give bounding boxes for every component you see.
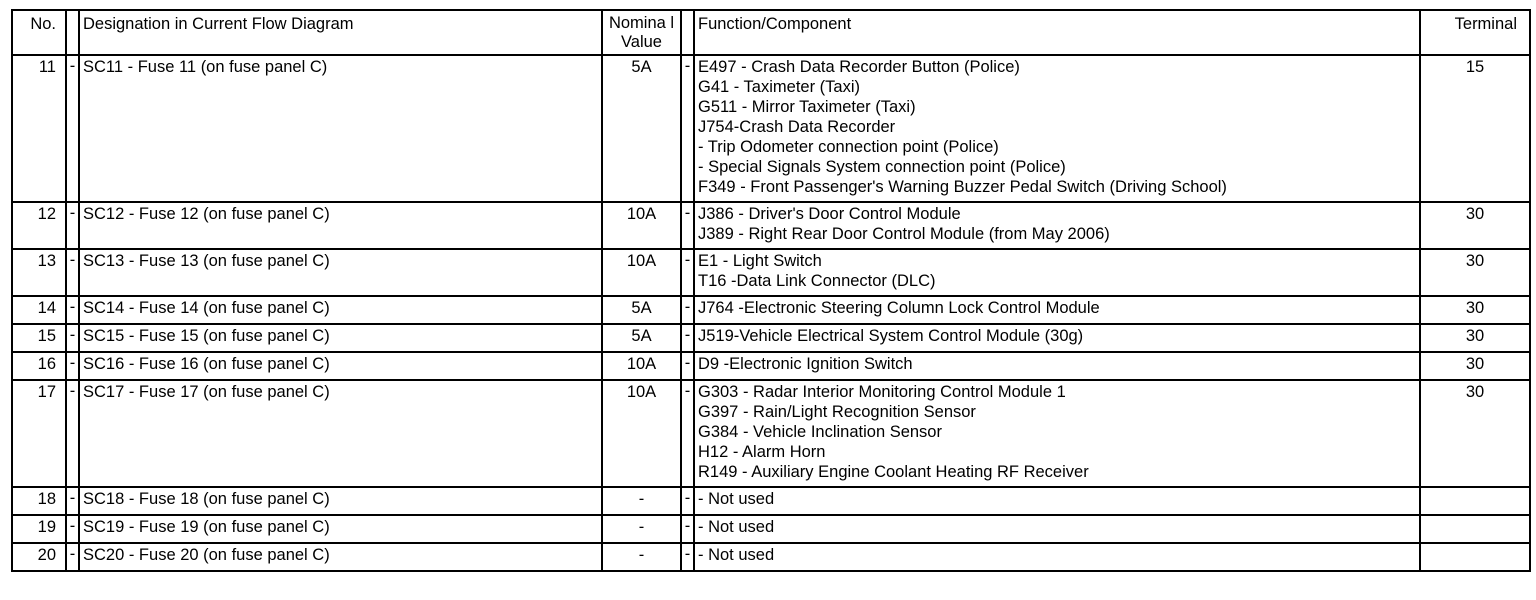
terminal: 30 (1420, 324, 1530, 352)
designation: SC12 - Fuse 12 (on fuse panel C) (79, 202, 602, 249)
function-line: J764 -Electronic Steering Column Lock Control Module (698, 299, 1100, 317)
dash-separator: - (66, 55, 79, 202)
dash-separator: - (66, 380, 79, 487)
fuse-number: 17 (12, 380, 66, 487)
function-line: - Not used (698, 490, 775, 508)
header-function: Function/Component (694, 10, 1420, 55)
designation: SC15 - Fuse 15 (on fuse panel C) (79, 324, 602, 352)
terminal: 30 (1420, 352, 1530, 380)
designation: SC18 - Fuse 18 (on fuse panel C) (79, 487, 602, 515)
nominal-value: 10A (602, 352, 681, 380)
function-component (694, 487, 1420, 515)
function-line: - Not used (698, 546, 775, 564)
dash-separator: - (66, 352, 79, 380)
dash-separator: - (681, 380, 694, 487)
function-component (694, 296, 1420, 324)
nominal-value: 5A (602, 324, 681, 352)
function-line: G41 - Taximeter (Taxi) (698, 78, 860, 96)
dash-separator: - (681, 249, 694, 296)
nominal-value: 10A (602, 249, 681, 296)
dash-separator: - (66, 324, 79, 352)
fuse-number: 16 (12, 352, 66, 380)
dash-separator: - (681, 543, 694, 571)
header-dash (66, 10, 79, 55)
header-row (12, 10, 1530, 55)
table-row (12, 543, 1530, 571)
table-row (12, 202, 1530, 249)
fuse-number: 20 (12, 543, 66, 571)
function-line: J389 - Right Rear Door Control Module (from May 2006) (698, 225, 1110, 243)
function-line: E1 - Light Switch (698, 252, 822, 270)
table-row (12, 55, 1530, 202)
function-component (694, 352, 1420, 380)
table-row (12, 352, 1530, 380)
dash-separator: - (681, 324, 694, 352)
fuse-table (11, 9, 1531, 572)
fuse-number: 19 (12, 515, 66, 543)
function-line: - Trip Odometer connection point (Police) (698, 138, 999, 156)
function-line: G384 - Vehicle Inclination Sensor (698, 423, 942, 441)
function-line: F349 - Front Passenger's Warning Buzzer Pedal Switch (Driving School) (698, 178, 1227, 196)
function-component (694, 249, 1420, 296)
function-line: J386 - Driver's Door Control Module (698, 205, 961, 223)
terminal: 30 (1420, 202, 1530, 249)
dash-separator: - (66, 202, 79, 249)
table-row (12, 324, 1530, 352)
nominal-value: - (602, 515, 681, 543)
nominal-value: 10A (602, 202, 681, 249)
terminal (1420, 487, 1530, 515)
fuse-number: 14 (12, 296, 66, 324)
function-component (694, 202, 1420, 249)
dash-separator: - (681, 352, 694, 380)
function-line: G397 - Rain/Light Recognition Sensor (698, 403, 976, 421)
table-row (12, 487, 1530, 515)
dash-separator: - (681, 55, 694, 202)
designation: SC20 - Fuse 20 (on fuse panel C) (79, 543, 602, 571)
nominal-value: 5A (602, 296, 681, 324)
dash-separator: - (681, 487, 694, 515)
fuse-number: 13 (12, 249, 66, 296)
function-line: T16 -Data Link Connector (DLC) (698, 272, 936, 290)
terminal (1420, 543, 1530, 571)
dash-separator: - (66, 296, 79, 324)
nominal-value: 10A (602, 380, 681, 487)
header-dash (681, 10, 694, 55)
function-component (694, 55, 1420, 202)
terminal: 30 (1420, 296, 1530, 324)
function-line: J519-Vehicle Electrical System Control Module (30g) (698, 327, 1084, 345)
fuse-number: 12 (12, 202, 66, 249)
nominal-value: - (602, 543, 681, 571)
dash-separator: - (66, 543, 79, 571)
function-line: G511 - Mirror Taximeter (Taxi) (698, 98, 916, 116)
terminal: 30 (1420, 380, 1530, 487)
dash-separator: - (66, 249, 79, 296)
designation: SC17 - Fuse 17 (on fuse panel C) (79, 380, 602, 487)
designation: SC16 - Fuse 16 (on fuse panel C) (79, 352, 602, 380)
dash-separator: - (681, 515, 694, 543)
function-line: J754-Crash Data Recorder (698, 118, 896, 136)
terminal: 15 (1420, 55, 1530, 202)
dash-separator: - (681, 296, 694, 324)
fuse-number: 15 (12, 324, 66, 352)
header-no: No. (12, 10, 66, 55)
function-line: - Special Signals System connection point (Police) (698, 158, 1066, 176)
function-line: D9 -Electronic Ignition Switch (698, 355, 913, 373)
terminal (1420, 515, 1530, 543)
header-terminal: Terminal (1420, 10, 1530, 55)
fuse-number: 18 (12, 487, 66, 515)
fuse-number: 11 (12, 55, 66, 202)
function-component (694, 543, 1420, 571)
function-component (694, 324, 1420, 352)
terminal: 30 (1420, 249, 1530, 296)
header-designation: Designation in Current Flow Diagram (79, 10, 602, 55)
function-line: G303 - Radar Interior Monitoring Control Module 1 (698, 383, 1066, 401)
function-line: R149 - Auxiliary Engine Coolant Heating RF Receiver (698, 463, 1089, 481)
fuse-table-body (12, 55, 1530, 571)
function-line: E497 - Crash Data Recorder Button (Police) (698, 58, 1020, 76)
table-row (12, 296, 1530, 324)
nominal-value: - (602, 487, 681, 515)
dash-separator: - (66, 515, 79, 543)
designation: SC14 - Fuse 14 (on fuse panel C) (79, 296, 602, 324)
dash-separator: - (681, 202, 694, 249)
table-row (12, 249, 1530, 296)
dash-separator: - (66, 487, 79, 515)
designation: SC13 - Fuse 13 (on fuse panel C) (79, 249, 602, 296)
function-line: H12 - Alarm Horn (698, 443, 826, 461)
header-nominal-value: Nomina l Value (602, 10, 681, 55)
table-row (12, 515, 1530, 543)
designation: SC19 - Fuse 19 (on fuse panel C) (79, 515, 602, 543)
designation: SC11 - Fuse 11 (on fuse panel C) (79, 55, 602, 202)
table-row (12, 380, 1530, 487)
nominal-value: 5A (602, 55, 681, 202)
function-component (694, 515, 1420, 543)
function-component (694, 380, 1420, 487)
function-line: - Not used (698, 518, 775, 536)
